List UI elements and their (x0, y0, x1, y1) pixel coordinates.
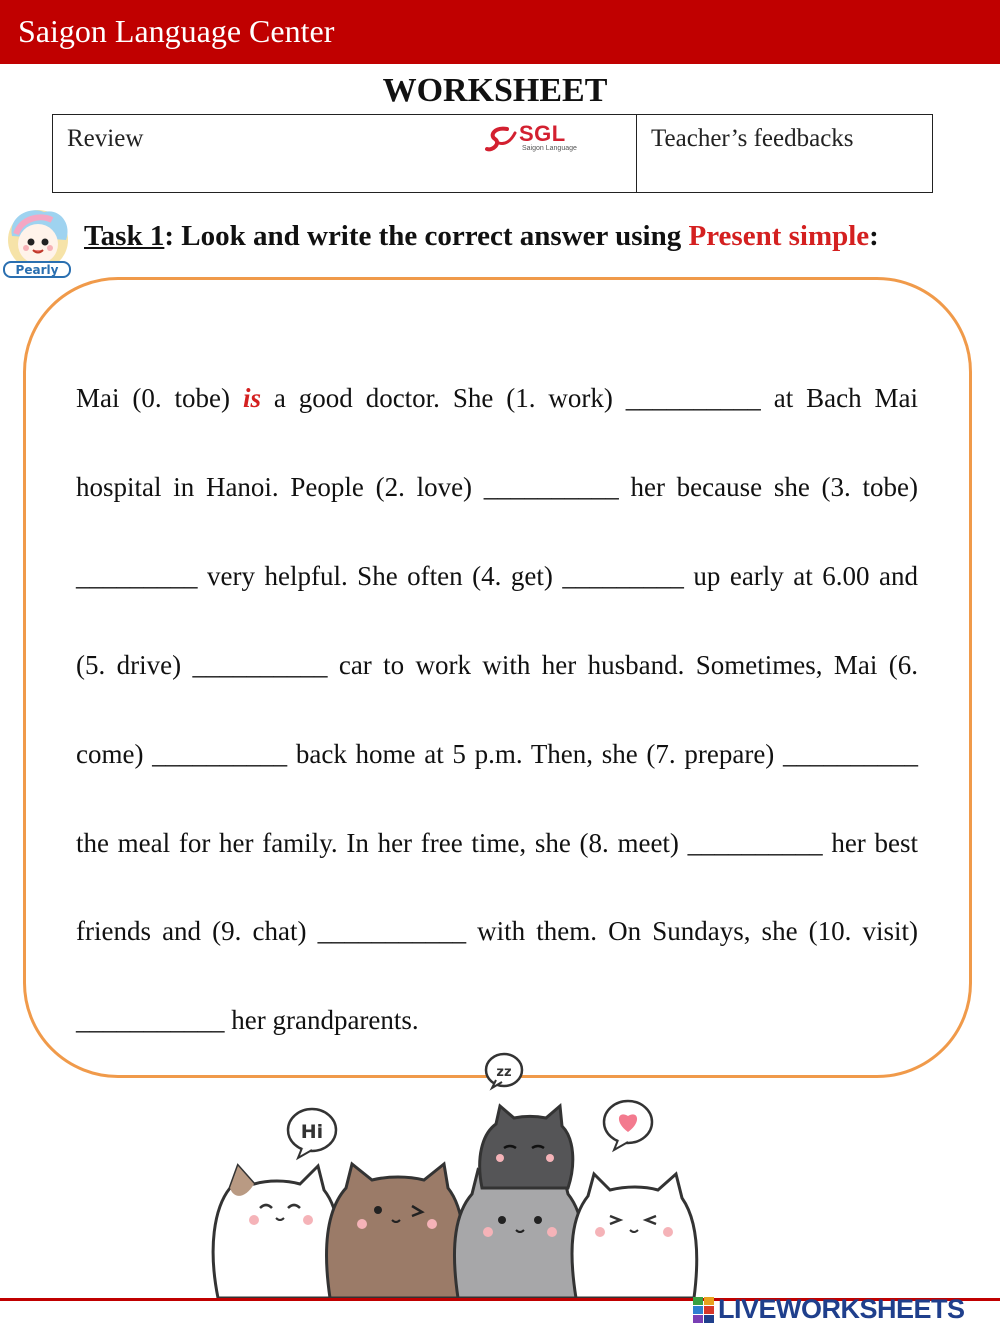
cat-brown-icon (327, 1164, 465, 1298)
feedback-label: Teacher’s feedbacks (651, 125, 854, 152)
mascot-name: Pearly (15, 263, 59, 277)
footer-brand-text: LIVEWORKSHEETS (718, 1294, 965, 1324)
cat-white-icon (213, 1166, 340, 1298)
task-text: : Look and write the correct answer using (164, 220, 689, 252)
story-text-rest: a good doctor. She (1. work) __________ at Bach Mai hospital in Hanoi. People (2. love) __________ her because she (3. tobe) _________ very helpful. She often (4. get) _________ up early at 6.00 and (5. drive) __________ car to work with her husband. Sometimes, Mai (6. come) __________ back home at 5 p.m. Then, she (7. prepare) __________ the meal for her family. In her free time, she (8. meet) __________ her best friends and (9. chat) ___________ with them. On Sundays, she (10. visit) ___________ her grandparents. (76, 383, 918, 1036)
story-paragraph (76, 354, 918, 1065)
heart-bubble-icon (604, 1101, 652, 1150)
cat-black-icon (480, 1106, 573, 1188)
cats-illustration (190, 1048, 730, 1310)
sgl-logo (485, 121, 577, 161)
task-label: Task 1 (84, 220, 165, 252)
pearly-mascot-icon (0, 206, 76, 278)
hi-bubble-icon (288, 1109, 336, 1158)
task-highlight: Present simple (688, 220, 870, 252)
center-name: Saigon Language Center (18, 13, 335, 49)
info-table (52, 114, 933, 193)
story-text-start: Mai (0. tobe) (76, 383, 243, 413)
review-cell (53, 115, 637, 192)
feedback-cell (637, 115, 932, 192)
sleep-bubble-icon (486, 1054, 522, 1088)
example-answer: is (242, 383, 261, 413)
review-label: Review (67, 125, 144, 152)
liveworksheets-logo-icon (692, 1296, 716, 1326)
page-title: WORKSHEET (382, 72, 608, 109)
top-banner (0, 0, 1000, 64)
sgl-brand-text: SGL (519, 121, 566, 146)
sgl-swirl-icon (485, 123, 519, 157)
sleep-bubble-text: zz (496, 1065, 512, 1080)
task-end: : (869, 220, 879, 252)
sgl-brand-subtitle: Saigon Language (522, 145, 577, 152)
task-instruction (84, 220, 879, 253)
hi-bubble-text: Hi (300, 1121, 324, 1143)
liveworksheets-logo (692, 1294, 992, 1328)
cat-white-right-icon (572, 1174, 697, 1298)
